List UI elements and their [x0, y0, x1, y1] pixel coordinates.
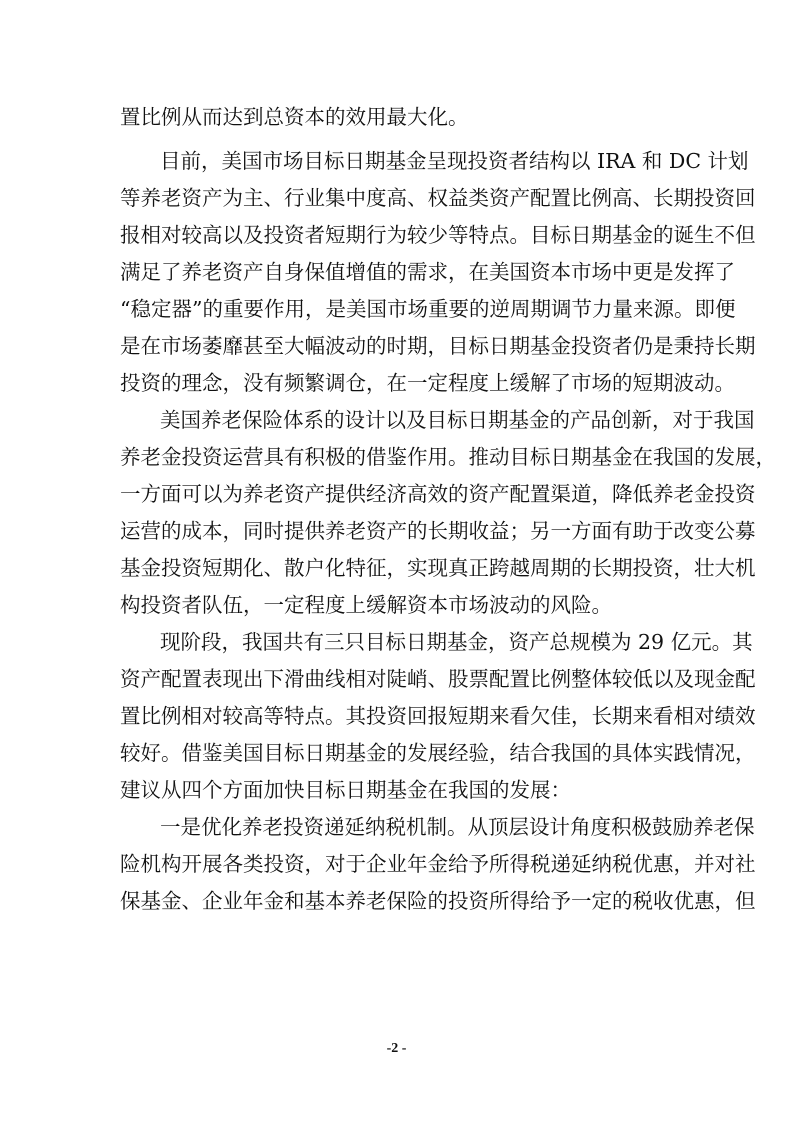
paragraph-first-line: 目前，美国市场目标日期基金呈现投资者结构以 IRA 和 DC 计划: [160, 149, 749, 173]
text-line: 等养老资产为主、行业集中度高、权益类资产配置比例高、长期投资回: [120, 186, 756, 210]
text-line: “稳定器”的重要作用，是美国市场重要的逆周期调节力量来源。即便: [120, 297, 736, 321]
page-number: -2 -: [386, 1041, 407, 1056]
text-line: 报相对较高以及投资者短期行为较少等特点。目标日期基金的诞生不但: [120, 223, 756, 247]
text-line: 保基金、企业年金和基本养老保险的投资所得给予一定的税收优惠，但: [120, 889, 756, 913]
text-line: 运营的成本，同时提供养老资产的长期收益；另一方面有助于改变公募: [120, 519, 756, 543]
text-line: 资产配置表现出下滑曲线相对陡峭、股票配置比例整体较低以及现金配: [120, 667, 756, 691]
paragraph-first-line: 一是优化养老投资递延纳税机制。从顶层设计角度积极鼓励养老保: [160, 815, 755, 839]
text-line: 投资的理念，没有频繁调仓，在一定程度上缓解了市场的短期波动。: [120, 371, 735, 395]
paragraph-first-line: 现阶段，我国共有三只目标日期基金，资产总规模为 29 亿元。其: [160, 630, 753, 654]
text-line: 构投资者队伍，一定程度上缓解资本市场波动的风险。: [120, 593, 612, 617]
text-line: 基金投资短期化、散户化特征，实现真正跨越周期的长期投资，壮大机: [120, 556, 756, 580]
text-line: 建议从四个方面加快目标日期基金在我国的发展：: [120, 778, 571, 802]
text-line: 险机构开展各类投资，对于企业年金给予所得税递延纳税优惠，并对社: [120, 852, 756, 876]
paragraph-first-line: 美国养老保险体系的设计以及目标日期基金的产品创新，对于我国: [160, 408, 755, 432]
text-line: 置比例相对较高等特点。其投资回报短期来看欠佳，长期来看相对绩效: [120, 704, 756, 728]
text-line: 置比例从而达到总资本的效用最大化。: [120, 105, 469, 129]
text-line: 是在市场萎靡甚至大幅波动的时期，目标日期基金投资者仍是秉持长期: [120, 334, 756, 358]
text-line: 养老金投资运营具有积极的借鉴作用。推动目标日期基金在我国的发展，: [120, 445, 776, 469]
text-line: 满足了养老资产自身保值增值的需求，在美国资本市场中更是发挥了: [120, 260, 735, 284]
text-line: 一方面可以为养老资产提供经济高效的资产配置渠道，降低养老金投资: [120, 482, 756, 506]
text-line: 较好。借鉴美国目标日期基金的发展经验，结合我国的具体实践情况，: [120, 741, 756, 765]
